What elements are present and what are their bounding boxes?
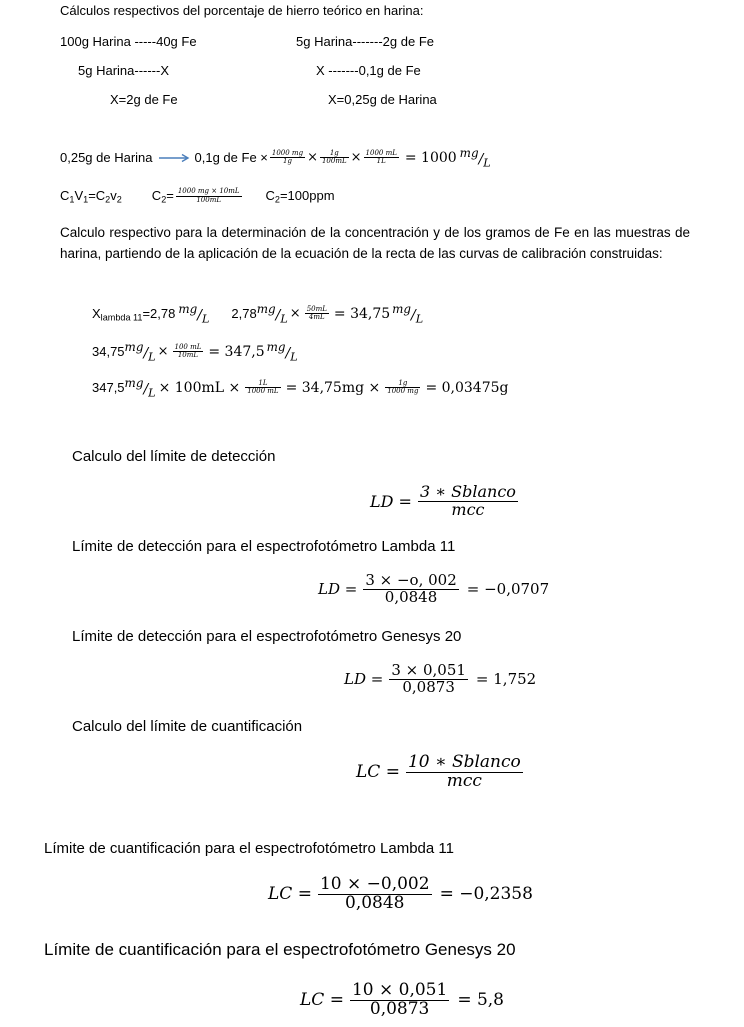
equation-lambda-concentration: $X_{lambda 11}$ =2,78 $^{mg}/_L$ 2,78 $^{mg}/_L$ × $\frac{50mL}{4mL}$ = 34,75 $^{mg}/_L$: [92, 302, 424, 326]
ld-genesys-result: = 1,752: [475, 670, 537, 689]
lc-genesys-result: = 5,8: [457, 990, 504, 1011]
lc-lambda-result: = −0,2358: [439, 884, 533, 905]
fraction-numerator: 1000 mg: [271, 148, 304, 157]
eq3-mid: × 100mL ×: [158, 379, 241, 396]
x-label: $X_{lambda 11}$: [92, 305, 143, 322]
section-title: Cálculos respectivos del porcentaje de hierro teórico en harina:: [60, 3, 424, 18]
ld-lhs: LD =: [344, 670, 384, 689]
fraction-numerator: 3 ∗ Sblanco: [419, 482, 516, 501]
ratio-left-2: 5g Harina------X: [78, 63, 170, 78]
fraction-numerator: 3 × 0,051: [391, 661, 466, 679]
lc-lambda-heading: Límite de cuantificación para el espectrofotómetro Lambda 11: [44, 840, 454, 857]
fraction-denominator: 0,0873: [402, 677, 455, 696]
ld-genesys-formula: [344, 663, 536, 696]
fraction-denominator: 1000 mL: [247, 387, 279, 396]
right-arrow-icon: [157, 153, 191, 163]
x-value: =2,78: [142, 306, 176, 322]
c2-result: $C_2=100ppm$: [265, 188, 335, 205]
conversion-mid: 0,1g de Fe ×: [194, 150, 268, 166]
ld-lambda-formula: [318, 573, 549, 606]
fraction-numerator: 1000 mg × 10mL: [177, 187, 240, 196]
fraction-numerator: 3 × −o, 002: [365, 571, 457, 589]
dilution-line: [60, 188, 335, 204]
unit-mg-per-l: $^{mg}/_L$: [266, 340, 298, 364]
conversion-line: 0,25g de Harina 0,1g de Fe × $\frac{1000 mg}{1g}$ × $\frac{1g}{100mL}$ × $\frac{1000 mL}{1L}$ = 1000 $^{mg}/_L$: [60, 146, 491, 170]
lc-lambda-formula: [268, 876, 533, 913]
fraction-numerator: 1L: [245, 380, 280, 388]
fraction-numerator: 50mL: [306, 304, 327, 313]
fraction-denominator: 100mL: [196, 195, 221, 204]
paragraph-description: Calculo respectivo para la determinación de la concentración y de los gramos de Fe en las muestras de harina, partiendo de la aplicación de la ecuación de la recta de las curvas de calibración construidas:: [60, 225, 690, 261]
c2-label: $C_2=$: [151, 188, 174, 205]
fraction-numerator: 100 mL: [174, 342, 202, 351]
ld-fraction: [418, 484, 518, 519]
ratio-left-3: X=2g de Fe: [110, 92, 178, 107]
fraction-denominator: 1g: [283, 157, 292, 166]
fraction-denominator: 0,0848: [384, 587, 438, 606]
fraction-denominator: 0,0873: [369, 998, 430, 1019]
fraction-denominator: 10mL: [177, 351, 199, 360]
conversion-start: 0,25g de Harina: [60, 150, 153, 166]
fraction-mg-per-g: [270, 150, 305, 166]
ratio-right-1: 5g Harina-------2g de Fe: [296, 34, 434, 49]
eq2-result: = 347,5: [208, 343, 265, 360]
ratio-right-2: X -------0,1g de Fe: [316, 63, 421, 78]
unit-mg-per-l: $^{mg}/_L$: [178, 302, 210, 326]
unit-mg-per-l: $^{mg}/_L$: [459, 146, 491, 170]
ld-lambda-result: = −0,0707: [466, 580, 550, 599]
c1v1-equation: $C_1V_1=C_2v_2$: [60, 188, 122, 205]
unit-mg-per-l: $^{mg}/_L$: [124, 376, 156, 400]
lc-lhs: LC =: [268, 884, 312, 905]
b-value: 2,78: [231, 306, 257, 322]
eq2-value: 34,75: [92, 344, 125, 360]
equation-dilution-2: 34,75 $^{mg}/_L$ × $\frac{100 mL}{10mL}$ = 347,5 $^{mg}/_L$: [92, 340, 298, 364]
fraction-numerator: 10 × 0,051: [351, 980, 448, 1000]
eq3-value: 347,5: [92, 380, 125, 396]
ld-lambda-heading: Límite de detección para el espectrofotómetro Lambda 11: [72, 538, 456, 555]
fraction-numerator: 1g: [320, 150, 349, 158]
ratio-left-1: 100g Harina -----40g Fe: [60, 34, 197, 49]
fraction-numerator: 1000 mL: [365, 148, 397, 157]
fraction-denominator: 1000 mg: [387, 387, 419, 396]
lc-heading: Calculo del límite de cuantificación: [72, 718, 303, 735]
lc-lambda-fraction: [318, 876, 432, 913]
lc-lhs: LC =: [356, 762, 400, 783]
fraction-denominator: 100mL: [321, 157, 347, 166]
unit-mg-per-l: $^{mg}/_L$: [256, 302, 288, 326]
fraction-denominator: mcc: [451, 499, 485, 519]
fraction-denominator: 4mL: [308, 313, 325, 322]
fraction-numerator: 10 × −0,002: [319, 874, 430, 894]
fraction-dilution: [173, 344, 204, 360]
conversion-result: = 1000: [404, 149, 457, 166]
ld-genesys-fraction: [389, 663, 468, 696]
fraction-ml-per-l: [364, 150, 399, 166]
fraction-dilution: [305, 306, 329, 322]
lc-formula: [356, 754, 525, 791]
fraction-c2: [176, 188, 242, 204]
eq1-result: = 34,75: [333, 305, 391, 322]
ld-heading: Calculo del límite de detección: [72, 448, 276, 465]
unit-mg-per-l: $^{mg}/_L$: [392, 302, 424, 326]
ld-lambda-fraction: [363, 573, 458, 606]
lc-genesys-heading: Límite de cuantificación para el espectrofotómetro Genesys 20: [44, 940, 516, 959]
equation-grams: [92, 376, 508, 399]
lc-fraction: [406, 754, 523, 791]
fraction-g-per-ml: [320, 150, 349, 166]
ld-genesys-heading: Límite de detección para el espectrofotómetro Genesys 20: [72, 628, 462, 645]
ratio-right-3: X=0,25g de Harina: [328, 92, 437, 107]
unit-mg-per-l: $^{mg}/_L$: [124, 340, 156, 364]
fraction-denominator: 1L: [376, 157, 386, 166]
lc-genesys-formula: [300, 982, 504, 1019]
lc-genesys-fraction: [350, 982, 449, 1019]
fraction-g-per-mg: [385, 380, 420, 396]
fraction-l-per-ml: [245, 380, 280, 396]
ld-lhs: LD =: [318, 580, 358, 599]
fraction-denominator: 0,0848: [345, 892, 405, 913]
fraction-denominator: mcc: [446, 770, 482, 791]
ld-lhs: LD =: [370, 491, 412, 511]
lc-lhs: LC =: [300, 990, 344, 1011]
eq3-result: = 0,03475g: [425, 379, 509, 396]
ld-formula: [370, 484, 520, 519]
fraction-numerator: 1g: [385, 380, 420, 388]
fraction-numerator: 10 ∗ Sblanco: [407, 752, 521, 772]
eq3-mid2: = 34,75mg ×: [285, 379, 381, 396]
